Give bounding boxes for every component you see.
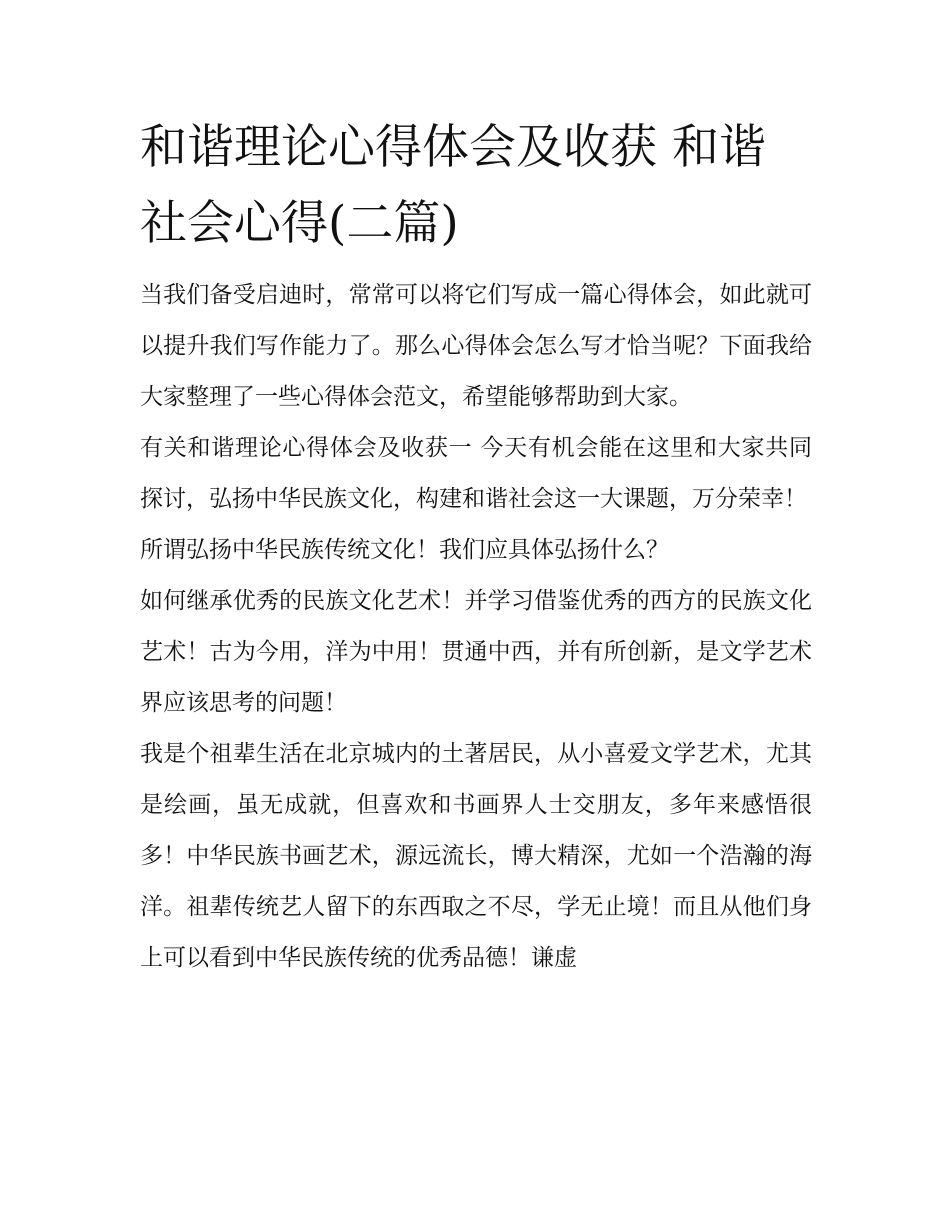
document-title: 和谐理论心得体会及收获 和谐社会心得(二篇) [140, 120, 766, 251]
paragraph-opening: 有关和谐理论心得体会及收获一 今天有机会能在这里和大家共同探讨，弘扬中华民族文化，构建和谐社会这一大课题，万分荣幸！ [140, 435, 812, 512]
document-page [140, 110, 812, 984]
paragraph-intro: 当我们备受启迪时，常常可以将它们写成一篇心得体会，如此就可以提升我们写作能力了。那么心得体会怎么写才恰当呢？下面我给大家整理了一些心得体会范文，希望能够帮助到大家。 [140, 282, 812, 410]
paragraph-inheritance: 如何继承优秀的民族文化艺术！并学习借鉴优秀的西方的民族文化艺术！古为今用，洋为中用！贯通中西，并有所创新，是文学艺术界应该思考的问题！ [140, 588, 812, 716]
document-body [140, 270, 812, 984]
paragraph-personal: 我是个祖辈生活在北京城内的土著居民，从小喜爱文学艺术，尤其是绘画，虽无成就，但喜欢和书画界人士交朋友，多年来感悟很多！中华民族书画艺术，源远流长，博大精深，尤如一个浩瀚的海洋。祖辈传统艺人留下的东西取之不尽，学无止境！而且从他们身上可以看到中华民族传统的优秀品德！谦虚 [140, 741, 812, 971]
paragraph-question: 所谓弘扬中华民族传统文化！我们应具体弘扬什么？ [140, 537, 669, 563]
